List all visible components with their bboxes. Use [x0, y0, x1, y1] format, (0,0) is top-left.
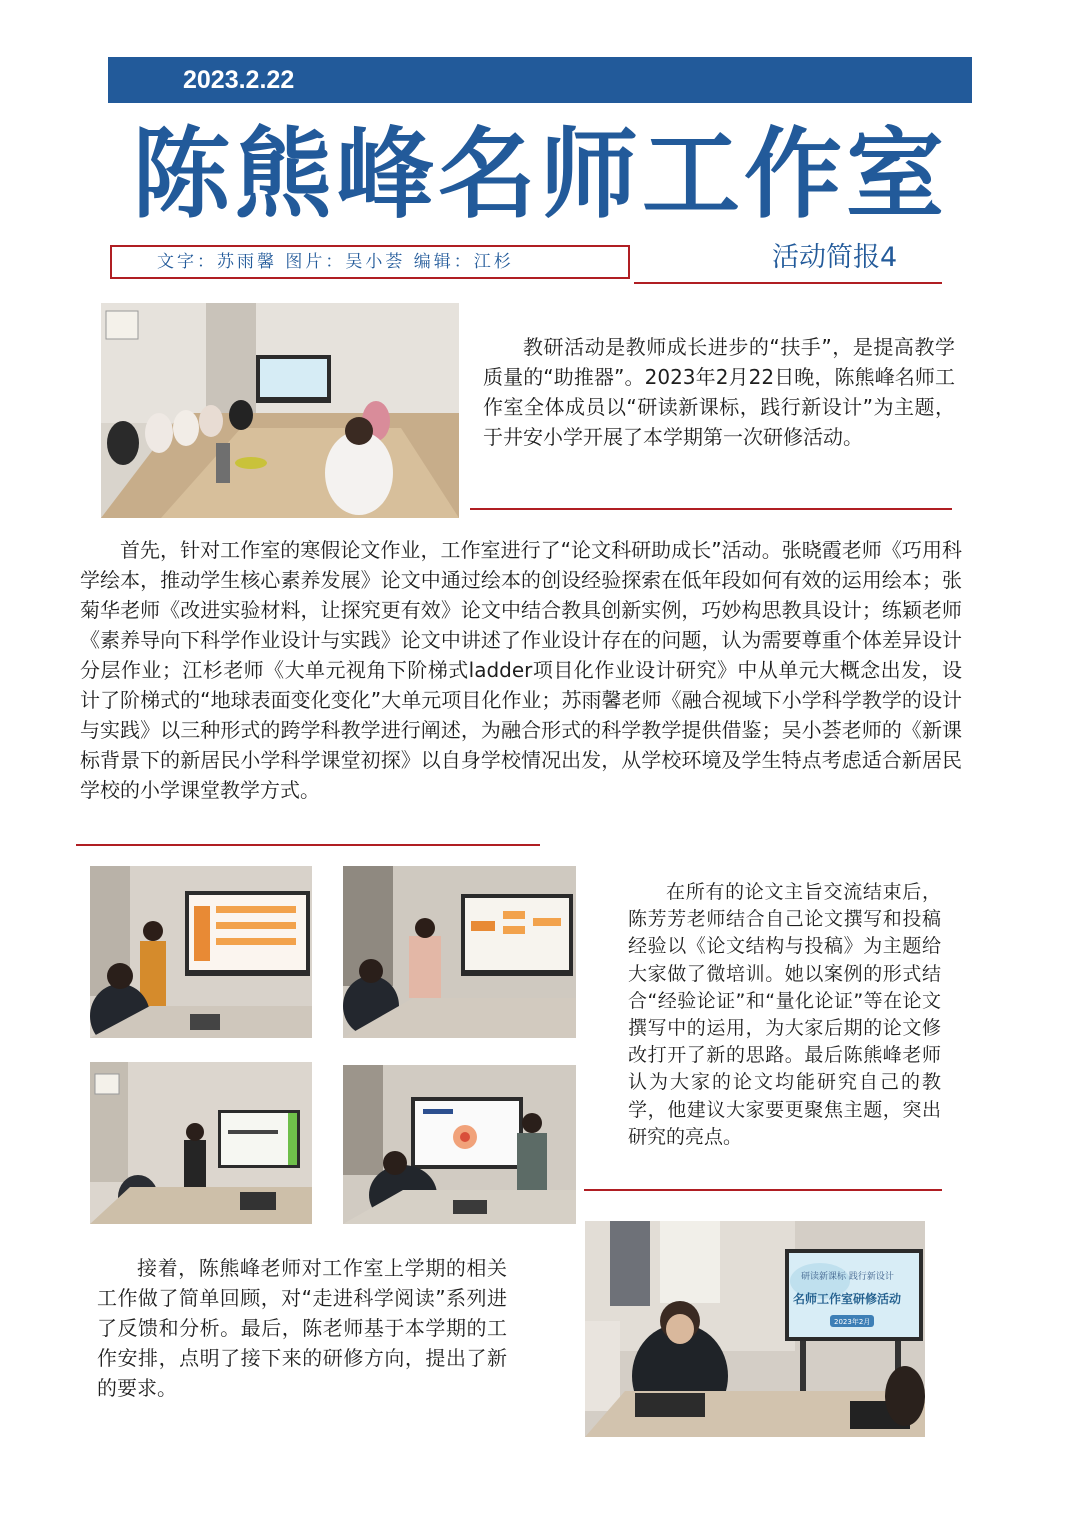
papers-paragraph: 首先，针对工作室的寒假论文作业，工作室进行了“论文科研助成长”活动。张晓霞老师《巧用科学绘本，推动学生核心素养发展》论文中通过绘本的创设经验探索在低年段如何有效的运用绘本；张菊华老师《改进实验材料，让探究更有效》论文中结合教具创新实例，巧妙构思教具设计；练颖老师《素养导向下科学作业设计与实践》论文中讲述了作业设计存在的问题，认为需要尊重个体差异设计分层作业；江杉老师《大单元视角下阶梯式ladder项目化作业设计研究》中从单元大概念出发，设计了阶梯式的“地球表面变化变化”大单元项目化作业；苏雨馨老师《融合视域下小学科学教学的设计与实践》以三种形式的跨学科教学进行阐述，为融合形式的科学教学提供借鉴；吴小荟老师的《新课标背景下的新居民小学科学课堂初探》以自身学校情况出发，从学校环境及学生特点考虑适合新居民学校的小学课堂教学方式。 — [80, 538, 962, 802]
photo-presenter-4 — [343, 1065, 576, 1224]
final-screen-line2: 名师工作室研修活动 — [793, 1292, 902, 1306]
credits-text: 文字：苏雨馨 图片：吴小荟 编辑：江杉 — [157, 252, 514, 272]
issue-date: 2023.2.22 — [183, 66, 295, 94]
intro-paragraph: 教研活动是教师成长进步的“扶手”，是提高教学质量的“助推器”。2023年2月22日晚，陈熊峰名师工作室全体成员以“研读新课标，践行新设计”为主题，于井安小学开展了本学期第一次研修活动。 — [483, 335, 955, 449]
photo-presenter-2 — [343, 866, 576, 1038]
review-paragraph: 接着，陈熊峰老师对工作室上学期的相关工作做了简单回顾，对“走进科学阅读”系列进了反馈和分析。最后，陈老师基于本学期的工作安排，点明了接下来的研修方向，提出了新的要求。 — [97, 1256, 507, 1400]
photo-meeting-overview — [101, 303, 459, 518]
page-title: 陈熊峰名师工作室 — [131, 118, 948, 232]
divider — [584, 1189, 942, 1191]
final-screen-line3: 2023年2月 — [834, 1318, 871, 1326]
divider — [76, 844, 540, 846]
photo-presenter-1 — [90, 866, 312, 1038]
photo-lead-teacher — [585, 1221, 925, 1437]
divider — [470, 508, 952, 510]
issue-label: 活动简报4 — [772, 242, 898, 273]
divider — [634, 282, 942, 284]
training-paragraph: 在所有的论文主旨交流结束后，陈芳芳老师结合自己论文撰写和投稿经验以《论文结构与投稿》为主题给大家做了微培训。她以案例的形式结合“经验论证”和“量化论证”等在论文撰写中的运用，为大家后期的论文修改打开了新的思路。最后陈熊峰老师认为大家的论文均能研究自己的教学，他建议大家要更聚焦主题，突出研究的亮点。 — [628, 881, 941, 1148]
photo-presenter-3 — [90, 1062, 312, 1224]
final-screen-line1: 研读新课标 践行新设计 — [801, 1272, 894, 1282]
